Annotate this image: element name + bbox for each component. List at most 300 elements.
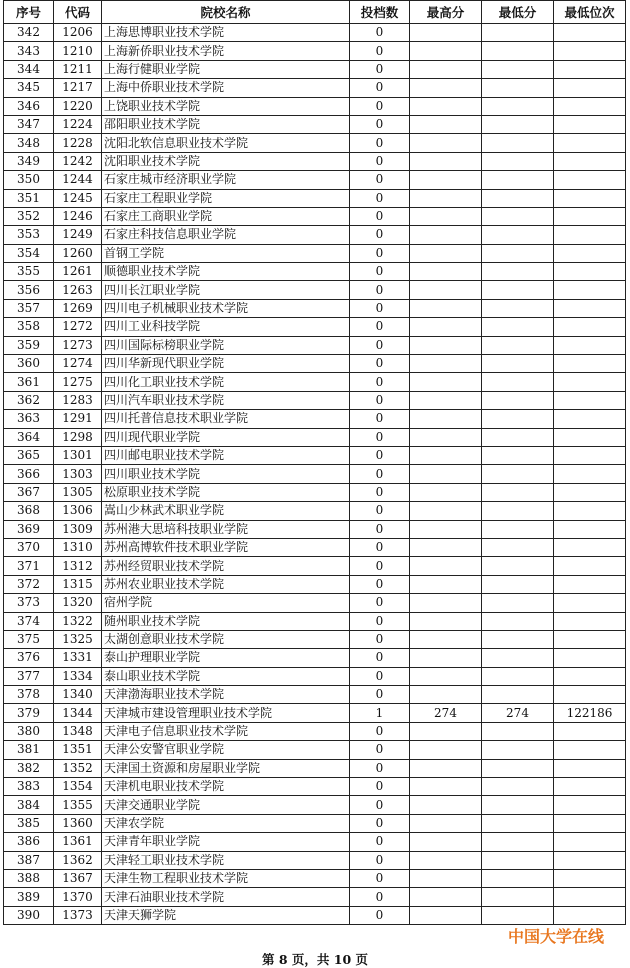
cell-rank xyxy=(554,263,626,281)
cell-seq: 377 xyxy=(4,667,54,685)
cell-count: 0 xyxy=(350,24,410,42)
table-row xyxy=(4,704,626,722)
cell-seq: 345 xyxy=(4,79,54,97)
cell-count: 0 xyxy=(350,594,410,612)
cell-max xyxy=(410,60,482,78)
cell-code: 1305 xyxy=(54,483,102,501)
table-row xyxy=(4,244,626,262)
cell-min xyxy=(482,538,554,556)
table-row xyxy=(4,649,626,667)
cell-name: 沈阳北软信息职业技术学院 xyxy=(102,134,350,152)
cell-name: 泰山护理职业学院 xyxy=(102,649,350,667)
cell-min xyxy=(482,97,554,115)
cell-name: 天津公安警官职业学院 xyxy=(102,741,350,759)
cell-rank xyxy=(554,115,626,133)
table-row xyxy=(4,741,626,759)
table-row xyxy=(4,686,626,704)
cell-code: 1362 xyxy=(54,851,102,869)
cell-name: 松原职业技术学院 xyxy=(102,483,350,501)
cell-seq: 352 xyxy=(4,207,54,225)
header-count: 投档数 xyxy=(350,1,410,24)
cell-seq: 361 xyxy=(4,373,54,391)
cell-seq: 372 xyxy=(4,575,54,593)
cell-seq: 349 xyxy=(4,152,54,170)
cell-rank xyxy=(554,906,626,924)
cell-min xyxy=(482,612,554,630)
cell-count: 0 xyxy=(350,557,410,575)
cell-min xyxy=(482,263,554,281)
cell-name: 天津城市建设管理职业技术学院 xyxy=(102,704,350,722)
cell-rank xyxy=(554,594,626,612)
cell-seq: 367 xyxy=(4,483,54,501)
cell-max xyxy=(410,152,482,170)
cell-count: 0 xyxy=(350,263,410,281)
cell-max xyxy=(410,833,482,851)
cell-max xyxy=(410,869,482,887)
cell-min xyxy=(482,722,554,740)
cell-code: 1272 xyxy=(54,318,102,336)
cell-code: 1370 xyxy=(54,888,102,906)
cell-count: 0 xyxy=(350,207,410,225)
cell-max xyxy=(410,630,482,648)
cell-name: 天津电子信息职业技术学院 xyxy=(102,722,350,740)
cell-max xyxy=(410,226,482,244)
table-row xyxy=(4,299,626,317)
table-row xyxy=(4,502,626,520)
cell-min xyxy=(482,686,554,704)
cell-max xyxy=(410,373,482,391)
cell-seq: 370 xyxy=(4,538,54,556)
cell-count: 0 xyxy=(350,741,410,759)
cell-min xyxy=(482,373,554,391)
cell-name: 天津农学院 xyxy=(102,814,350,832)
cell-rank xyxy=(554,391,626,409)
cell-max xyxy=(410,134,482,152)
cell-seq: 348 xyxy=(4,134,54,152)
cell-max xyxy=(410,741,482,759)
cell-rank xyxy=(554,649,626,667)
cell-min xyxy=(482,906,554,924)
cell-rank xyxy=(554,520,626,538)
cell-rank xyxy=(554,612,626,630)
cell-min xyxy=(482,336,554,354)
cell-rank xyxy=(554,796,626,814)
table-row xyxy=(4,465,626,483)
cell-code: 1298 xyxy=(54,428,102,446)
cell-rank xyxy=(554,171,626,189)
cell-max xyxy=(410,336,482,354)
cell-rank xyxy=(554,869,626,887)
cell-rank xyxy=(554,722,626,740)
cell-code: 1244 xyxy=(54,171,102,189)
table-row xyxy=(4,189,626,207)
cell-seq: 389 xyxy=(4,888,54,906)
cell-seq: 373 xyxy=(4,594,54,612)
table-row xyxy=(4,428,626,446)
cell-max xyxy=(410,906,482,924)
cell-code: 1261 xyxy=(54,263,102,281)
cell-seq: 354 xyxy=(4,244,54,262)
cell-code: 1310 xyxy=(54,538,102,556)
cell-rank xyxy=(554,373,626,391)
cell-count: 0 xyxy=(350,189,410,207)
table-row xyxy=(4,97,626,115)
cell-min xyxy=(482,318,554,336)
cell-min xyxy=(482,152,554,170)
cell-code: 1306 xyxy=(54,502,102,520)
table-row xyxy=(4,42,626,60)
cell-code: 1245 xyxy=(54,189,102,207)
cell-rank xyxy=(554,851,626,869)
cell-seq: 369 xyxy=(4,520,54,538)
cell-code: 1334 xyxy=(54,667,102,685)
cell-min xyxy=(482,649,554,667)
cell-count: 0 xyxy=(350,226,410,244)
cell-name: 苏州经贸职业技术学院 xyxy=(102,557,350,575)
cell-code: 1269 xyxy=(54,299,102,317)
cell-rank xyxy=(554,244,626,262)
table-row xyxy=(4,575,626,593)
header-max: 最高分 xyxy=(410,1,482,24)
cell-max xyxy=(410,667,482,685)
table-row xyxy=(4,134,626,152)
cell-max xyxy=(410,97,482,115)
cell-min xyxy=(482,575,554,593)
cell-max xyxy=(410,355,482,373)
cell-rank xyxy=(554,502,626,520)
cell-count: 0 xyxy=(350,373,410,391)
cell-min xyxy=(482,189,554,207)
cell-rank xyxy=(554,189,626,207)
cell-name: 天津轻工职业技术学院 xyxy=(102,851,350,869)
header-code: 代码 xyxy=(54,1,102,24)
cell-seq: 342 xyxy=(4,24,54,42)
cell-min xyxy=(482,207,554,225)
cell-max xyxy=(410,189,482,207)
cell-code: 1291 xyxy=(54,410,102,428)
cell-count: 0 xyxy=(350,722,410,740)
cell-rank xyxy=(554,42,626,60)
cell-name: 邵阳职业技术学院 xyxy=(102,115,350,133)
cell-rank xyxy=(554,60,626,78)
table-row xyxy=(4,79,626,97)
cell-name: 上海中侨职业技术学院 xyxy=(102,79,350,97)
cell-code: 1273 xyxy=(54,336,102,354)
cell-code: 1274 xyxy=(54,355,102,373)
table-row xyxy=(4,630,626,648)
cell-max xyxy=(410,42,482,60)
cell-count: 0 xyxy=(350,851,410,869)
page-footer: 第 8 页，共 10 页 xyxy=(262,952,368,967)
table-row xyxy=(4,263,626,281)
cell-name: 石家庄工程职业学院 xyxy=(102,189,350,207)
cell-rank xyxy=(554,410,626,428)
cell-name: 天津石油职业技术学院 xyxy=(102,888,350,906)
header-row xyxy=(4,1,626,24)
cell-min xyxy=(482,778,554,796)
cell-name: 天津渤海职业技术学院 xyxy=(102,686,350,704)
watermark-text: 中国大学在线 xyxy=(507,927,604,946)
cell-rank xyxy=(554,226,626,244)
cell-rank xyxy=(554,814,626,832)
cell-name: 石家庄工商职业学院 xyxy=(102,207,350,225)
table-row xyxy=(4,483,626,501)
cell-rank xyxy=(554,888,626,906)
cell-name: 太湖创意职业技术学院 xyxy=(102,630,350,648)
cell-max xyxy=(410,778,482,796)
cell-code: 1360 xyxy=(54,814,102,832)
cell-code: 1361 xyxy=(54,833,102,851)
cell-max xyxy=(410,851,482,869)
cell-seq: 357 xyxy=(4,299,54,317)
cell-code: 1275 xyxy=(54,373,102,391)
cell-seq: 347 xyxy=(4,115,54,133)
table-row xyxy=(4,814,626,832)
cell-name: 天津国土资源和房屋职业学院 xyxy=(102,759,350,777)
cell-count: 0 xyxy=(350,869,410,887)
cell-name: 苏州农业职业技术学院 xyxy=(102,575,350,593)
table-row xyxy=(4,115,626,133)
cell-seq: 366 xyxy=(4,465,54,483)
cell-code: 1331 xyxy=(54,649,102,667)
table-row xyxy=(4,906,626,924)
cell-name: 四川汽车职业技术学院 xyxy=(102,391,350,409)
cell-rank xyxy=(554,538,626,556)
cell-seq: 387 xyxy=(4,851,54,869)
table-row xyxy=(4,410,626,428)
cell-count: 0 xyxy=(350,906,410,924)
cell-seq: 382 xyxy=(4,759,54,777)
table-row xyxy=(4,391,626,409)
cell-count: 0 xyxy=(350,612,410,630)
cell-seq: 358 xyxy=(4,318,54,336)
cell-min xyxy=(482,115,554,133)
cell-min xyxy=(482,483,554,501)
cell-max xyxy=(410,796,482,814)
cell-count: 0 xyxy=(350,667,410,685)
cell-rank xyxy=(554,79,626,97)
cell-seq: 388 xyxy=(4,869,54,887)
cell-count: 0 xyxy=(350,888,410,906)
cell-min xyxy=(482,299,554,317)
cell-code: 1325 xyxy=(54,630,102,648)
cell-min xyxy=(482,630,554,648)
cell-name: 上海行健职业学院 xyxy=(102,60,350,78)
table-row xyxy=(4,538,626,556)
cell-code: 1206 xyxy=(54,24,102,42)
header-name: 院校名称 xyxy=(102,1,350,24)
cell-count: 0 xyxy=(350,318,410,336)
cell-code: 1211 xyxy=(54,60,102,78)
cell-min xyxy=(482,42,554,60)
cell-name: 苏州高博软件技术职业学院 xyxy=(102,538,350,556)
cell-count: 0 xyxy=(350,538,410,556)
cell-count: 0 xyxy=(350,97,410,115)
cell-count: 0 xyxy=(350,575,410,593)
cell-count: 0 xyxy=(350,796,410,814)
cell-max xyxy=(410,538,482,556)
cell-max xyxy=(410,814,482,832)
cell-seq: 359 xyxy=(4,336,54,354)
cell-name: 四川华新现代职业学院 xyxy=(102,355,350,373)
cell-name: 随州职业技术学院 xyxy=(102,612,350,630)
cell-count: 0 xyxy=(350,42,410,60)
cell-rank xyxy=(554,575,626,593)
cell-seq: 350 xyxy=(4,171,54,189)
cell-count: 0 xyxy=(350,833,410,851)
header-rank: 最低位次 xyxy=(554,1,626,24)
table-row xyxy=(4,318,626,336)
cell-rank xyxy=(554,446,626,464)
cell-name: 天津生物工程职业技术学院 xyxy=(102,869,350,887)
cell-seq: 365 xyxy=(4,446,54,464)
cell-seq: 374 xyxy=(4,612,54,630)
cell-code: 1315 xyxy=(54,575,102,593)
table-row xyxy=(4,60,626,78)
cell-min xyxy=(482,24,554,42)
cell-count: 0 xyxy=(350,465,410,483)
cell-max xyxy=(410,318,482,336)
cell-name: 石家庄城市经济职业学院 xyxy=(102,171,350,189)
table-row xyxy=(4,446,626,464)
cell-rank xyxy=(554,686,626,704)
cell-count: 0 xyxy=(350,281,410,299)
cell-code: 1228 xyxy=(54,134,102,152)
cell-seq: 351 xyxy=(4,189,54,207)
cell-code: 1309 xyxy=(54,520,102,538)
cell-name: 四川托普信息技术职业学院 xyxy=(102,410,350,428)
cell-min xyxy=(482,869,554,887)
cell-code: 1263 xyxy=(54,281,102,299)
cell-seq: 343 xyxy=(4,42,54,60)
cell-max xyxy=(410,428,482,446)
cell-min xyxy=(482,557,554,575)
cell-code: 1322 xyxy=(54,612,102,630)
cell-seq: 344 xyxy=(4,60,54,78)
cell-code: 1373 xyxy=(54,906,102,924)
cell-seq: 353 xyxy=(4,226,54,244)
cell-name: 天津青年职业学院 xyxy=(102,833,350,851)
cell-count: 0 xyxy=(350,778,410,796)
cell-rank xyxy=(554,630,626,648)
cell-count: 1 xyxy=(350,704,410,722)
cell-count: 0 xyxy=(350,428,410,446)
cell-max xyxy=(410,686,482,704)
cell-max xyxy=(410,465,482,483)
cell-count: 0 xyxy=(350,759,410,777)
cell-rank xyxy=(554,281,626,299)
cell-name: 四川电子机械职业技术学院 xyxy=(102,299,350,317)
cell-code: 1246 xyxy=(54,207,102,225)
cell-max xyxy=(410,24,482,42)
cell-seq: 363 xyxy=(4,410,54,428)
cell-seq: 368 xyxy=(4,502,54,520)
cell-max xyxy=(410,115,482,133)
cell-rank xyxy=(554,97,626,115)
table-row xyxy=(4,667,626,685)
table-row xyxy=(4,520,626,538)
cell-code: 1301 xyxy=(54,446,102,464)
cell-rank xyxy=(554,557,626,575)
cell-name: 天津天狮学院 xyxy=(102,906,350,924)
cell-min xyxy=(482,391,554,409)
cell-rank xyxy=(554,483,626,501)
cell-seq: 356 xyxy=(4,281,54,299)
cell-code: 1260 xyxy=(54,244,102,262)
cell-rank xyxy=(554,833,626,851)
cell-min xyxy=(482,741,554,759)
cell-max xyxy=(410,263,482,281)
cell-seq: 355 xyxy=(4,263,54,281)
cell-max xyxy=(410,888,482,906)
table-row xyxy=(4,355,626,373)
cell-rank xyxy=(554,336,626,354)
cell-min xyxy=(482,502,554,520)
cell-name: 四川长江职业学院 xyxy=(102,281,350,299)
cell-max xyxy=(410,299,482,317)
cell-seq: 386 xyxy=(4,833,54,851)
cell-code: 1283 xyxy=(54,391,102,409)
cell-name: 四川国际标榜职业学院 xyxy=(102,336,350,354)
cell-max xyxy=(410,244,482,262)
cell-min xyxy=(482,851,554,869)
table-row xyxy=(4,207,626,225)
cell-min xyxy=(482,134,554,152)
cell-seq: 378 xyxy=(4,686,54,704)
cell-count: 0 xyxy=(350,391,410,409)
cell-rank xyxy=(554,318,626,336)
cell-code: 1249 xyxy=(54,226,102,244)
cell-max xyxy=(410,612,482,630)
cell-min xyxy=(482,60,554,78)
cell-min xyxy=(482,667,554,685)
cell-code: 1355 xyxy=(54,796,102,814)
cell-name: 四川化工职业技术学院 xyxy=(102,373,350,391)
cell-code: 1354 xyxy=(54,778,102,796)
cell-min xyxy=(482,226,554,244)
cell-count: 0 xyxy=(350,115,410,133)
cell-rank xyxy=(554,759,626,777)
cell-min xyxy=(482,410,554,428)
cell-seq: 375 xyxy=(4,630,54,648)
cell-code: 1210 xyxy=(54,42,102,60)
cell-count: 0 xyxy=(350,355,410,373)
cell-name: 天津交通职业学院 xyxy=(102,796,350,814)
cell-count: 0 xyxy=(350,336,410,354)
cell-max xyxy=(410,446,482,464)
cell-rank: 122186 xyxy=(554,704,626,722)
cell-max xyxy=(410,171,482,189)
cell-max xyxy=(410,391,482,409)
table-row xyxy=(4,888,626,906)
cell-count: 0 xyxy=(350,630,410,648)
cell-max: 274 xyxy=(410,704,482,722)
cell-code: 1303 xyxy=(54,465,102,483)
cell-rank xyxy=(554,355,626,373)
cell-rank xyxy=(554,741,626,759)
cell-min xyxy=(482,833,554,851)
cell-count: 0 xyxy=(350,152,410,170)
cell-seq: 379 xyxy=(4,704,54,722)
cell-count: 0 xyxy=(350,244,410,262)
cell-seq: 362 xyxy=(4,391,54,409)
cell-min xyxy=(482,520,554,538)
header-min: 最低分 xyxy=(482,1,554,24)
cell-count: 0 xyxy=(350,814,410,832)
cell-seq: 346 xyxy=(4,97,54,115)
cell-name: 石家庄科技信息职业学院 xyxy=(102,226,350,244)
cell-count: 0 xyxy=(350,686,410,704)
